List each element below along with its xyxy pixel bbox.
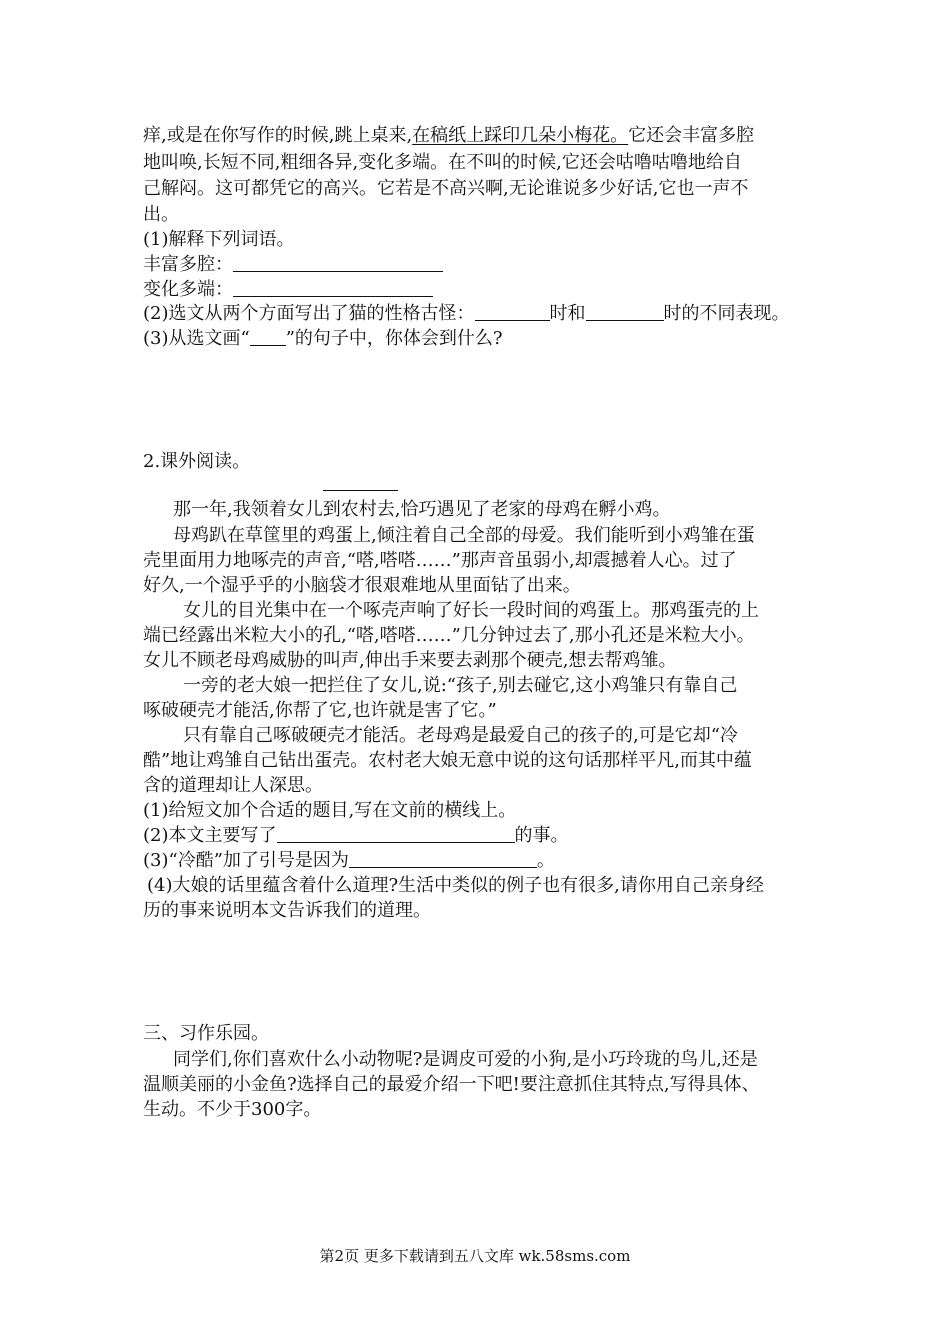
term-label: 丰富多腔： <box>143 254 233 275</box>
passage1-text: 痒,或是在你写作的时候,跳上桌来, <box>143 125 413 146</box>
passage1-line4: 出。 <box>143 204 179 225</box>
underline-mark <box>250 327 286 346</box>
answer-blank[interactable] <box>277 824 515 843</box>
question-text: (3)从选文画“ <box>143 328 250 349</box>
article-paragraph-5-line2: 酷”地让鸡雏自己钻出蛋壳。农村老大娘无意中说的这句话那样平凡,而其中蕴 <box>143 750 752 771</box>
page-footer: 第2页 更多下载请到五八文库 wk.58sms.com <box>319 1247 631 1265</box>
article-paragraph-3-line2: 端已经露出米粒大小的孔,“嗒,嗒嗒……”几分钟过去了,那小孔还是米粒大小。 <box>143 625 755 646</box>
question-text: 。 <box>536 850 555 871</box>
question-text: ”的句子中，你体会到什么? <box>285 328 503 349</box>
term-row-1 <box>143 253 443 277</box>
term-label: 变化多端： <box>143 279 233 300</box>
article-paragraph-2-line1: 母鸡趴在草筐里的鸡蛋上,倾注着自己全部的母爱。我们能听到小鸡雏在蛋 <box>173 525 755 546</box>
passage1-line2: 地叫唤,长短不同,粗细各异,变化多端。在不叫的时候,它还会咕噜咕噜地给自 <box>143 152 742 173</box>
question-text: 时和 <box>549 303 586 324</box>
writing-prompt-line1: 同学们,你们喜欢什么小动物呢?是调皮可爱的小狗,是小巧玲珑的鸟儿,还是 <box>173 1049 758 1070</box>
title-blank[interactable] <box>323 490 398 491</box>
article-paragraph-4-line2: 啄破硬壳才能活,你帮了它,也许就是害了它。” <box>143 700 497 721</box>
question-1-2 <box>143 302 790 326</box>
question-2-3 <box>143 849 555 873</box>
article-paragraph-5-line3: 含的道理却让人深思。 <box>143 775 323 796</box>
article-paragraph-3-line1: 女儿的目光集中在一个啄壳声响了好长一段时间的鸡蛋上。那鸡蛋壳的上 <box>183 600 759 621</box>
question-1-1: (1)解释下列词语。 <box>143 229 295 250</box>
question-text: (2)本文主要写了 <box>143 825 277 846</box>
underlined-sentence: 在稿纸上踩印几朵小梅花。 <box>412 125 629 146</box>
answer-blank[interactable] <box>233 278 433 297</box>
writing-prompt-line3: 生动。不少于300字。 <box>143 1099 322 1120</box>
question-text: (2)选文从两个方面写出了猫的性格古怪： <box>143 303 475 324</box>
article-paragraph-2-line3: 好久,一个湿乎乎的小脑袋才很艰难地从里面钻了出来。 <box>143 575 581 596</box>
answer-blank[interactable] <box>233 253 443 272</box>
question-text: 时的不同表现。 <box>663 303 790 324</box>
article-paragraph-1: 那一年,我领着女儿到农村去,恰巧遇见了老家的母鸡在孵小鸡。 <box>173 499 671 520</box>
answer-blank[interactable] <box>475 302 550 321</box>
passage1-line3: 己解闷。这可都凭它的高兴。它若是不高兴啊,无论谁说多少好话,它也一声不 <box>143 178 749 199</box>
question-2-4-line2: 历的事来说明本文告诉我们的道理。 <box>143 900 431 921</box>
question-2-2 <box>143 824 569 848</box>
question-text: (3)“冷酷”加了引号是因为 <box>143 850 349 871</box>
question-2-4-line1: (4)大娘的话里蕴含着什么道理?生活中类似的例子也有很多,请你用自己亲身经 <box>147 875 764 896</box>
article-paragraph-5-line1: 只有靠自己啄破硬壳才能活。老母鸡是最爱自己的孩子的,可是它却“冷 <box>183 725 738 746</box>
question-text: 的事。 <box>514 825 569 846</box>
answer-blank[interactable] <box>586 302 664 321</box>
answer-blank[interactable] <box>349 849 537 868</box>
question-2-1: (1)给短文加个合适的题目,写在文前的横线上。 <box>143 800 517 821</box>
passage1-text: 它还会丰富多腔 <box>628 125 755 146</box>
article-paragraph-4-line1: 一旁的老大娘一把拦住了女儿,说:“孩子,别去碰它,这小鸡雏只有靠自己 <box>183 675 738 696</box>
section-3-heading: 三、习作乐园。 <box>143 1023 269 1044</box>
section-2-heading: 2.课外阅读。 <box>143 451 251 472</box>
passage1-line1 <box>143 124 754 148</box>
question-1-3 <box>143 327 503 351</box>
writing-prompt-line2: 温顺美丽的小金鱼?选择自己的最爱介绍一下吧!要注意抓住其特点,写得具体、 <box>143 1074 760 1095</box>
article-paragraph-3-line3: 女儿不顾老母鸡威胁的叫声,伸出手来要去剥那个硬壳,想去帮鸡雏。 <box>143 650 677 671</box>
term-row-2 <box>143 278 433 302</box>
article-paragraph-2-line2: 壳里面用力地啄壳的声音,“嗒,嗒嗒……”那声音虽弱小,却震撼着人心。过了 <box>143 550 737 571</box>
